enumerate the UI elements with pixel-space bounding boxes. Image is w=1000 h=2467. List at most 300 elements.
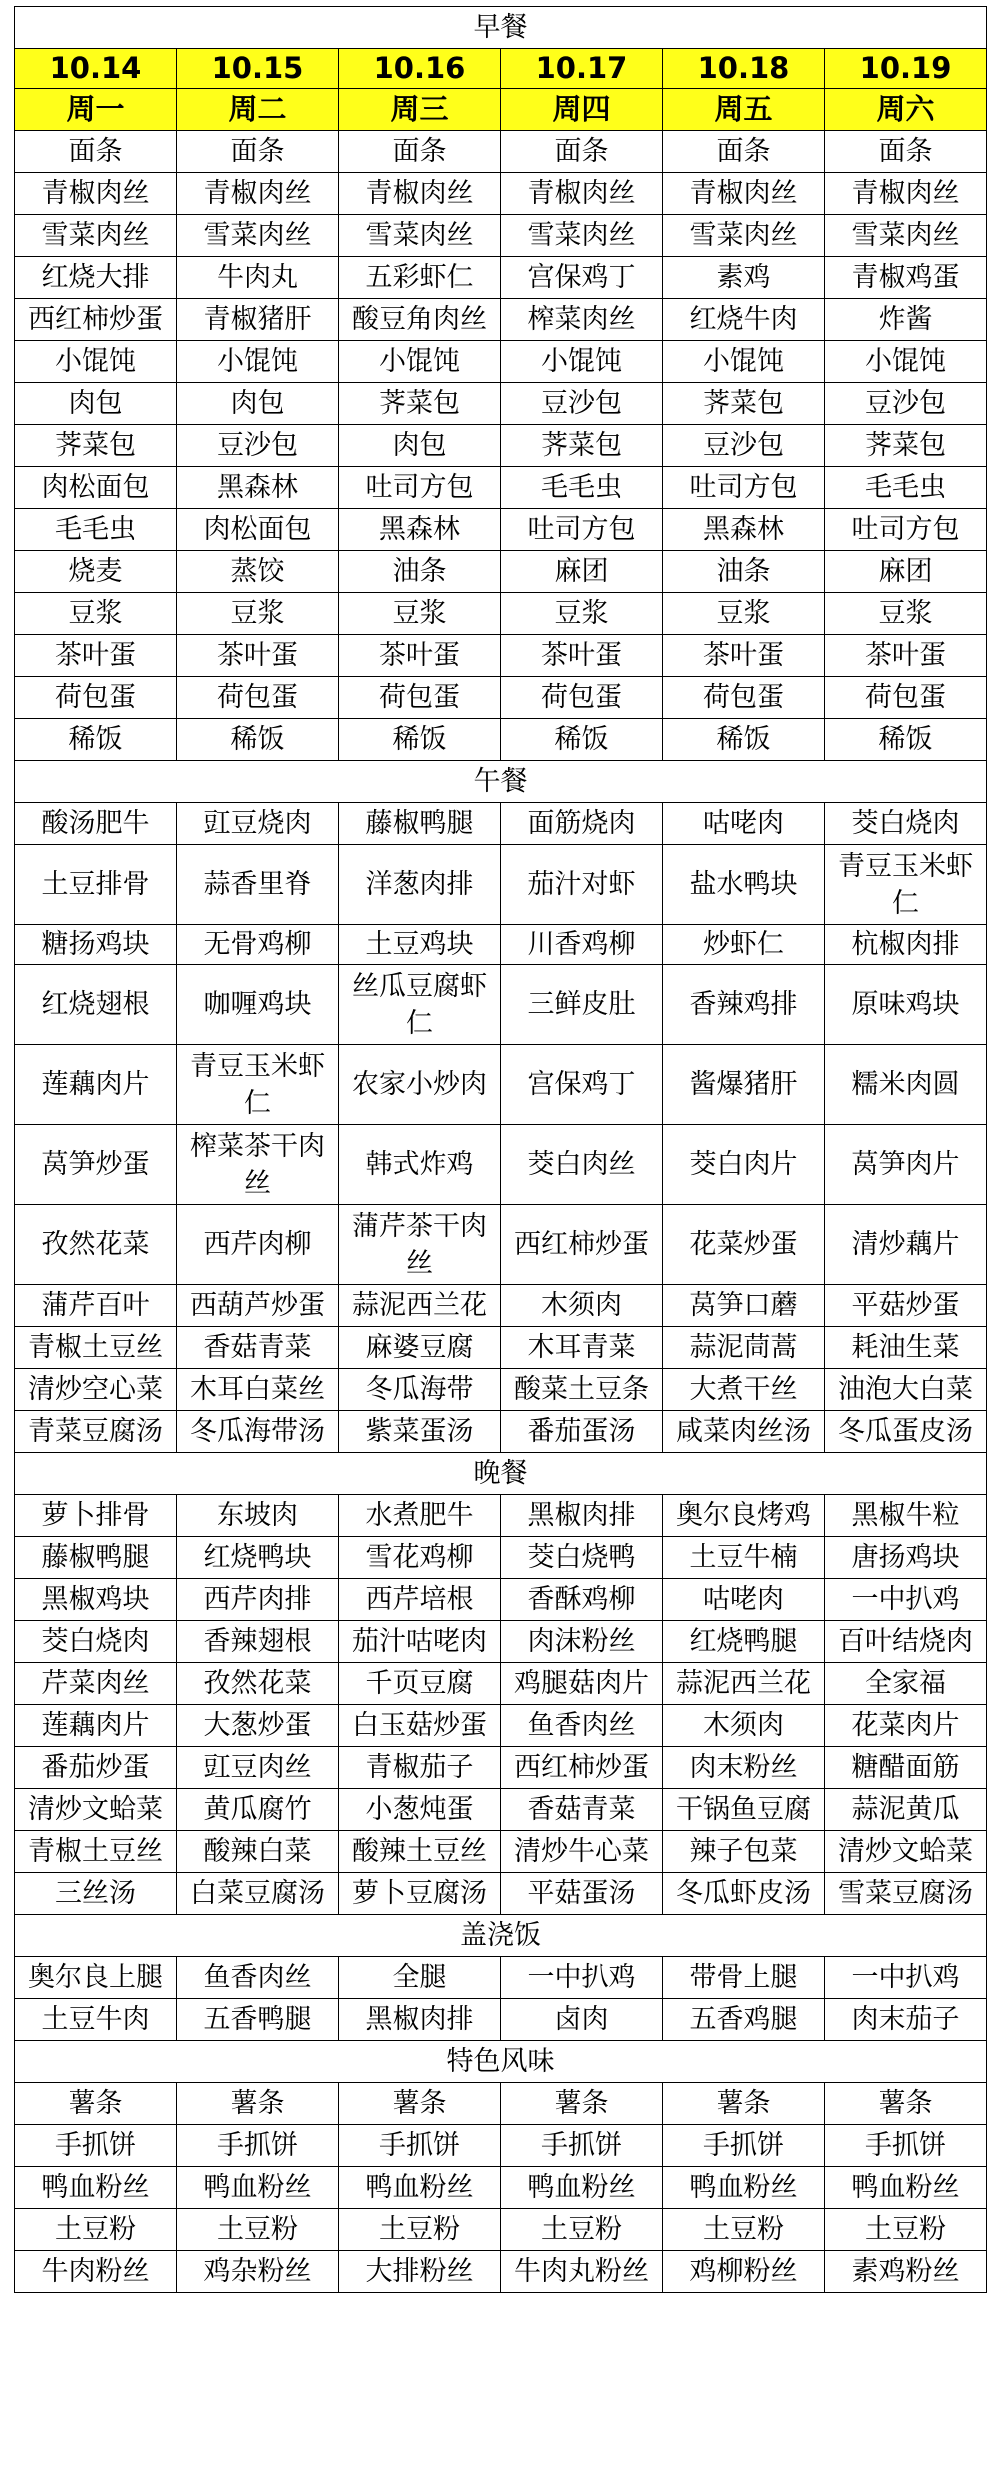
dish-cell: 杭椒肉排	[825, 925, 987, 965]
dish-cell: 大葱炒蛋	[177, 1705, 339, 1747]
dish-cell: 稀饭	[339, 719, 501, 761]
menu-row	[15, 925, 987, 965]
menu-row	[15, 719, 987, 761]
dish-cell: 豇豆烧肉	[177, 803, 339, 845]
dish-cell: 东坡肉	[177, 1495, 339, 1537]
section-header-row	[15, 1453, 987, 1495]
menu-row	[15, 509, 987, 551]
dish-cell: 清炒文蛤菜	[825, 1831, 987, 1873]
dish-cell: 冬瓜蛋皮汤	[825, 1411, 987, 1453]
section-header-row	[15, 1915, 987, 1957]
dish-cell: 牛肉粉丝	[15, 2251, 177, 2293]
dish-cell: 薯条	[663, 2083, 825, 2125]
dish-cell: 黄瓜腐竹	[177, 1789, 339, 1831]
dish-cell: 西芹肉柳	[177, 1205, 339, 1285]
dish-cell: 蒲芹茶干肉丝	[339, 1205, 501, 1285]
dish-cell: 豆浆	[177, 593, 339, 635]
dish-cell: 卤肉	[501, 1999, 663, 2041]
dish-cell: 荠菜包	[663, 383, 825, 425]
dish-cell: 荷包蛋	[825, 677, 987, 719]
dish-cell: 白玉菇炒蛋	[339, 1705, 501, 1747]
section-title: 盖浇饭	[15, 1915, 987, 1957]
dish-cell: 辣子包菜	[663, 1831, 825, 1873]
menu-row	[15, 1663, 987, 1705]
dish-cell: 原味鸡块	[825, 965, 987, 1045]
dish-cell: 小馄饨	[825, 341, 987, 383]
dish-cell: 宫保鸡丁	[501, 257, 663, 299]
dish-cell: 蒜香里脊	[177, 845, 339, 925]
dish-cell: 手抓饼	[177, 2125, 339, 2167]
dish-cell: 茶叶蛋	[663, 635, 825, 677]
dish-cell: 红烧大排	[15, 257, 177, 299]
menu-row	[15, 1999, 987, 2041]
dish-cell: 青椒鸡蛋	[825, 257, 987, 299]
dish-cell: 麻婆豆腐	[339, 1327, 501, 1369]
menu-row	[15, 1045, 987, 1125]
dish-cell: 荠菜包	[825, 425, 987, 467]
date-cell: 10.19	[825, 49, 987, 89]
dish-cell: 面筋烧肉	[501, 803, 663, 845]
dish-cell: 青椒猪肝	[177, 299, 339, 341]
dish-cell: 西芹培根	[339, 1579, 501, 1621]
dish-cell: 麻团	[825, 551, 987, 593]
dish-cell: 带骨上腿	[663, 1957, 825, 1999]
menu-row	[15, 803, 987, 845]
dish-cell: 豆沙包	[663, 425, 825, 467]
section-header-row	[15, 761, 987, 803]
dish-cell: 西芹肉排	[177, 1579, 339, 1621]
dish-cell: 全家福	[825, 1663, 987, 1705]
dish-cell: 洋葱肉排	[339, 845, 501, 925]
date-cell: 10.14	[15, 49, 177, 89]
dish-cell: 青椒肉丝	[15, 173, 177, 215]
dish-cell: 肉包	[15, 383, 177, 425]
dish-cell: 榨菜肉丝	[501, 299, 663, 341]
dish-cell: 红烧鸭块	[177, 1537, 339, 1579]
menu-row	[15, 635, 987, 677]
weekday-cell: 周四	[501, 89, 663, 131]
dish-cell: 平菇炒蛋	[825, 1285, 987, 1327]
dish-cell: 小葱炖蛋	[339, 1789, 501, 1831]
dish-cell: 小馄饨	[339, 341, 501, 383]
dish-cell: 稀饭	[825, 719, 987, 761]
dish-cell: 青椒肉丝	[177, 173, 339, 215]
dish-cell: 肉末粉丝	[663, 1747, 825, 1789]
menu-row	[15, 341, 987, 383]
dish-cell: 五香鸡腿	[663, 1999, 825, 2041]
menu-row	[15, 1705, 987, 1747]
dish-cell: 雪菜肉丝	[825, 215, 987, 257]
date-cell: 10.17	[501, 49, 663, 89]
menu-row	[15, 1831, 987, 1873]
dish-cell: 大排粉丝	[339, 2251, 501, 2293]
dish-cell: 香辣鸡排	[663, 965, 825, 1045]
dish-cell: 农家小炒肉	[339, 1045, 501, 1125]
menu-row	[15, 677, 987, 719]
dish-cell: 黑森林	[177, 467, 339, 509]
dish-cell: 薯条	[501, 2083, 663, 2125]
dish-cell: 肉沫粉丝	[501, 1621, 663, 1663]
dish-cell: 土豆排骨	[15, 845, 177, 925]
dish-cell: 咖喱鸡块	[177, 965, 339, 1045]
dish-cell: 土豆粉	[825, 2209, 987, 2251]
dish-cell: 西红柿炒蛋	[501, 1205, 663, 1285]
dish-cell: 茭白烧肉	[15, 1621, 177, 1663]
dish-cell: 花菜炒蛋	[663, 1205, 825, 1285]
dish-cell: 豆沙包	[177, 425, 339, 467]
dish-cell: 雪菜肉丝	[501, 215, 663, 257]
section-header-row	[15, 7, 987, 49]
dish-cell: 冬瓜海带汤	[177, 1411, 339, 1453]
dish-cell: 土豆鸡块	[339, 925, 501, 965]
dish-cell: 鱼香肉丝	[177, 1957, 339, 1999]
dish-cell: 红烧牛肉	[663, 299, 825, 341]
dish-cell: 孜然花菜	[15, 1205, 177, 1285]
menu-row	[15, 1411, 987, 1453]
dish-cell: 吐司方包	[339, 467, 501, 509]
dish-cell: 莲藕肉片	[15, 1705, 177, 1747]
menu-row	[15, 1369, 987, 1411]
dish-cell: 鸭血粉丝	[501, 2167, 663, 2209]
dish-cell: 酱爆猪肝	[663, 1045, 825, 1125]
dish-cell: 手抓饼	[339, 2125, 501, 2167]
menu-row	[15, 1579, 987, 1621]
menu-row	[15, 467, 987, 509]
dish-cell: 蒜泥茼蒿	[663, 1327, 825, 1369]
dish-cell: 奥尔良上腿	[15, 1957, 177, 1999]
dish-cell: 豆沙包	[501, 383, 663, 425]
menu-row	[15, 1327, 987, 1369]
dish-cell: 盐水鸭块	[663, 845, 825, 925]
dish-cell: 油条	[339, 551, 501, 593]
dish-cell: 土豆粉	[177, 2209, 339, 2251]
dish-cell: 雪菜肉丝	[339, 215, 501, 257]
dish-cell: 小馄饨	[501, 341, 663, 383]
weekday-row	[15, 89, 987, 131]
dish-cell: 豆浆	[663, 593, 825, 635]
menu-row	[15, 1495, 987, 1537]
dish-cell: 花菜肉片	[825, 1705, 987, 1747]
dish-cell: 青豆玉米虾仁	[177, 1045, 339, 1125]
dish-cell: 土豆粉	[501, 2209, 663, 2251]
dish-cell: 紫菜蛋汤	[339, 1411, 501, 1453]
dish-cell: 香菇青菜	[501, 1789, 663, 1831]
dish-cell: 黑森林	[663, 509, 825, 551]
dish-cell: 薯条	[177, 2083, 339, 2125]
dish-cell: 茶叶蛋	[339, 635, 501, 677]
dish-cell: 平菇蛋汤	[501, 1873, 663, 1915]
dish-cell: 红烧鸭腿	[663, 1621, 825, 1663]
date-cell: 10.18	[663, 49, 825, 89]
dish-cell: 面条	[339, 131, 501, 173]
dish-cell: 茶叶蛋	[501, 635, 663, 677]
dish-cell: 清炒文蛤菜	[15, 1789, 177, 1831]
dish-cell: 一中扒鸡	[501, 1957, 663, 1999]
dish-cell: 西葫芦炒蛋	[177, 1285, 339, 1327]
dish-cell: 青椒肉丝	[501, 173, 663, 215]
dish-cell: 鸭血粉丝	[15, 2167, 177, 2209]
dish-cell: 全腿	[339, 1957, 501, 1999]
section-title: 午餐	[15, 761, 987, 803]
dish-cell: 豇豆肉丝	[177, 1747, 339, 1789]
section-title: 早餐	[15, 7, 987, 49]
menu-row	[15, 2251, 987, 2293]
date-cell: 10.15	[177, 49, 339, 89]
dish-cell: 榨菜茶干肉丝	[177, 1125, 339, 1205]
dish-cell: 荷包蛋	[663, 677, 825, 719]
dish-cell: 面条	[501, 131, 663, 173]
dish-cell: 清炒牛心菜	[501, 1831, 663, 1873]
dish-cell: 茄汁咕咾肉	[339, 1621, 501, 1663]
menu-row	[15, 2209, 987, 2251]
dish-cell: 黑森林	[339, 509, 501, 551]
dish-cell: 茭白烧肉	[825, 803, 987, 845]
menu-row	[15, 215, 987, 257]
dish-cell: 鱼香肉丝	[501, 1705, 663, 1747]
menu-row	[15, 1621, 987, 1663]
dish-cell: 青豆玉米虾仁	[825, 845, 987, 925]
dish-cell: 三丝汤	[15, 1873, 177, 1915]
dish-cell: 青椒肉丝	[825, 173, 987, 215]
dish-cell: 红烧翅根	[15, 965, 177, 1045]
dish-cell: 稀饭	[663, 719, 825, 761]
dish-cell: 酸辣土豆丝	[339, 1831, 501, 1873]
dish-cell: 茄汁对虾	[501, 845, 663, 925]
dish-cell: 莴笋炒蛋	[15, 1125, 177, 1205]
dish-cell: 百叶结烧肉	[825, 1621, 987, 1663]
dish-cell: 青椒肉丝	[663, 173, 825, 215]
dish-cell: 蒜泥西兰花	[663, 1663, 825, 1705]
dish-cell: 鸭血粉丝	[177, 2167, 339, 2209]
menu-row	[15, 131, 987, 173]
dish-cell: 手抓饼	[663, 2125, 825, 2167]
dish-cell: 茭白肉丝	[501, 1125, 663, 1205]
dish-cell: 面条	[177, 131, 339, 173]
menu-row	[15, 257, 987, 299]
dish-cell: 土豆粉	[15, 2209, 177, 2251]
dish-cell: 肉包	[339, 425, 501, 467]
dish-cell: 唐扬鸡块	[825, 1537, 987, 1579]
dish-cell: 香酥鸡柳	[501, 1579, 663, 1621]
dish-cell: 茶叶蛋	[177, 635, 339, 677]
dish-cell: 荠菜包	[501, 425, 663, 467]
dish-cell: 木须肉	[663, 1705, 825, 1747]
dish-cell: 木须肉	[501, 1285, 663, 1327]
dish-cell: 素鸡	[663, 257, 825, 299]
dish-cell: 冬瓜虾皮汤	[663, 1873, 825, 1915]
dish-cell: 咸菜肉丝汤	[663, 1411, 825, 1453]
dish-cell: 黑椒牛粒	[825, 1495, 987, 1537]
section-title: 晚餐	[15, 1453, 987, 1495]
menu-row	[15, 299, 987, 341]
menu-row	[15, 845, 987, 925]
dish-cell: 茶叶蛋	[825, 635, 987, 677]
dish-cell: 番茄炒蛋	[15, 1747, 177, 1789]
dish-cell: 香菇青菜	[177, 1327, 339, 1369]
menu-row	[15, 425, 987, 467]
dish-cell: 油泡大白菜	[825, 1369, 987, 1411]
dish-cell: 干锅鱼豆腐	[663, 1789, 825, 1831]
dish-cell: 藤椒鸭腿	[339, 803, 501, 845]
dish-cell: 稀饭	[501, 719, 663, 761]
dish-cell: 番茄蛋汤	[501, 1411, 663, 1453]
dish-cell: 牛肉丸粉丝	[501, 2251, 663, 2293]
dish-cell: 蒜泥西兰花	[339, 1285, 501, 1327]
dish-cell: 豆浆	[15, 593, 177, 635]
dish-cell: 茭白肉片	[663, 1125, 825, 1205]
menu-row	[15, 383, 987, 425]
dish-cell: 肉松面包	[15, 467, 177, 509]
dish-cell: 毛毛虫	[825, 467, 987, 509]
dish-cell: 土豆粉	[663, 2209, 825, 2251]
dish-cell: 莴笋口蘑	[663, 1285, 825, 1327]
dish-cell: 茶叶蛋	[15, 635, 177, 677]
dish-cell: 面条	[15, 131, 177, 173]
dish-cell: 酸菜土豆条	[501, 1369, 663, 1411]
dish-cell: 黑椒肉排	[339, 1999, 501, 2041]
dish-cell: 孜然花菜	[177, 1663, 339, 1705]
dish-cell: 蒜泥黄瓜	[825, 1789, 987, 1831]
dish-cell: 雪花鸡柳	[339, 1537, 501, 1579]
dish-cell: 酸豆角肉丝	[339, 299, 501, 341]
dish-cell: 三鲜皮肚	[501, 965, 663, 1045]
dish-cell: 豆浆	[825, 593, 987, 635]
dish-cell: 鸭血粉丝	[339, 2167, 501, 2209]
weekday-cell: 周六	[825, 89, 987, 131]
dish-cell: 荠菜包	[339, 383, 501, 425]
dish-cell: 宫保鸡丁	[501, 1045, 663, 1125]
weekday-cell: 周二	[177, 89, 339, 131]
dish-cell: 萝卜排骨	[15, 1495, 177, 1537]
weekday-cell: 周三	[339, 89, 501, 131]
dish-cell: 丝瓜豆腐虾仁	[339, 965, 501, 1045]
dish-cell: 吐司方包	[663, 467, 825, 509]
dish-cell: 藤椒鸭腿	[15, 1537, 177, 1579]
dish-cell: 雪菜肉丝	[177, 215, 339, 257]
dish-cell: 酸汤肥牛	[15, 803, 177, 845]
weekday-cell: 周一	[15, 89, 177, 131]
menu-row	[15, 1957, 987, 1999]
dish-cell: 牛肉丸	[177, 257, 339, 299]
dish-cell: 荷包蛋	[15, 677, 177, 719]
menu-body	[15, 7, 987, 2293]
dish-cell: 咕咾肉	[663, 1579, 825, 1621]
menu-row	[15, 2083, 987, 2125]
menu-row	[15, 551, 987, 593]
dish-cell: 小馄饨	[177, 341, 339, 383]
menu-row	[15, 965, 987, 1045]
dish-cell: 鸭血粉丝	[663, 2167, 825, 2209]
dish-cell: 青菜豆腐汤	[15, 1411, 177, 1453]
dish-cell: 黑椒鸡块	[15, 1579, 177, 1621]
dish-cell: 鸡柳粉丝	[663, 2251, 825, 2293]
dish-cell: 糖扬鸡块	[15, 925, 177, 965]
dish-cell: 吐司方包	[825, 509, 987, 551]
dish-cell: 木耳白菜丝	[177, 1369, 339, 1411]
menu-row	[15, 1537, 987, 1579]
dish-cell: 鸡杂粉丝	[177, 2251, 339, 2293]
dish-cell: 咕咾肉	[663, 803, 825, 845]
menu-row	[15, 2167, 987, 2209]
menu-row	[15, 1789, 987, 1831]
dish-cell: 薯条	[15, 2083, 177, 2125]
menu-row	[15, 1285, 987, 1327]
dish-cell: 荷包蛋	[177, 677, 339, 719]
dish-cell: 西红柿炒蛋	[501, 1747, 663, 1789]
dish-cell: 雪菜肉丝	[663, 215, 825, 257]
dish-cell: 土豆牛肉	[15, 1999, 177, 2041]
dish-cell: 鸭血粉丝	[825, 2167, 987, 2209]
dish-cell: 豆浆	[501, 593, 663, 635]
dish-cell: 薯条	[339, 2083, 501, 2125]
dish-cell: 烧麦	[15, 551, 177, 593]
dish-cell: 土豆粉	[339, 2209, 501, 2251]
dish-cell: 莲藕肉片	[15, 1045, 177, 1125]
menu-row	[15, 1747, 987, 1789]
dish-cell: 酸辣白菜	[177, 1831, 339, 1873]
dish-cell: 荷包蛋	[501, 677, 663, 719]
dish-cell: 无骨鸡柳	[177, 925, 339, 965]
dish-cell: 青椒茄子	[339, 1747, 501, 1789]
dish-cell: 奥尔良烤鸡	[663, 1495, 825, 1537]
dish-cell: 麻团	[501, 551, 663, 593]
dish-cell: 木耳青菜	[501, 1327, 663, 1369]
dish-cell: 青椒肉丝	[339, 173, 501, 215]
dish-cell: 清炒空心菜	[15, 1369, 177, 1411]
dish-cell: 五彩虾仁	[339, 257, 501, 299]
dish-cell: 糯米肉圆	[825, 1045, 987, 1125]
dish-cell: 萝卜豆腐汤	[339, 1873, 501, 1915]
menu-row	[15, 1205, 987, 1285]
dish-cell: 面条	[825, 131, 987, 173]
dish-cell: 吐司方包	[501, 509, 663, 551]
dish-cell: 雪菜豆腐汤	[825, 1873, 987, 1915]
dish-cell: 雪菜肉丝	[15, 215, 177, 257]
dish-cell: 莴笋肉片	[825, 1125, 987, 1205]
dish-cell: 豆浆	[339, 593, 501, 635]
dish-cell: 素鸡粉丝	[825, 2251, 987, 2293]
dish-cell: 薯条	[825, 2083, 987, 2125]
dish-cell: 清炒藕片	[825, 1205, 987, 1285]
dish-cell: 茭白烧鸭	[501, 1537, 663, 1579]
menu-row	[15, 2125, 987, 2167]
dish-cell: 肉松面包	[177, 509, 339, 551]
section-header-row	[15, 2041, 987, 2083]
dish-cell: 蒲芹百叶	[15, 1285, 177, 1327]
dish-cell: 稀饭	[15, 719, 177, 761]
date-cell: 10.16	[339, 49, 501, 89]
dish-cell: 毛毛虫	[15, 509, 177, 551]
dish-cell: 青椒土豆丝	[15, 1327, 177, 1369]
dish-cell: 土豆牛楠	[663, 1537, 825, 1579]
dish-cell: 毛毛虫	[501, 467, 663, 509]
dish-cell: 蒸饺	[177, 551, 339, 593]
dish-cell: 冬瓜海带	[339, 1369, 501, 1411]
dish-cell: 青椒土豆丝	[15, 1831, 177, 1873]
dish-cell: 西红柿炒蛋	[15, 299, 177, 341]
dish-cell: 耗油生菜	[825, 1327, 987, 1369]
weekday-cell: 周五	[663, 89, 825, 131]
dish-cell: 稀饭	[177, 719, 339, 761]
menu-row	[15, 593, 987, 635]
dish-cell: 炸酱	[825, 299, 987, 341]
menu-row	[15, 1125, 987, 1205]
dish-cell: 手抓饼	[825, 2125, 987, 2167]
dish-cell: 大煮干丝	[663, 1369, 825, 1411]
dish-cell: 一中扒鸡	[825, 1579, 987, 1621]
dish-cell: 香辣翅根	[177, 1621, 339, 1663]
dish-cell: 千页豆腐	[339, 1663, 501, 1705]
